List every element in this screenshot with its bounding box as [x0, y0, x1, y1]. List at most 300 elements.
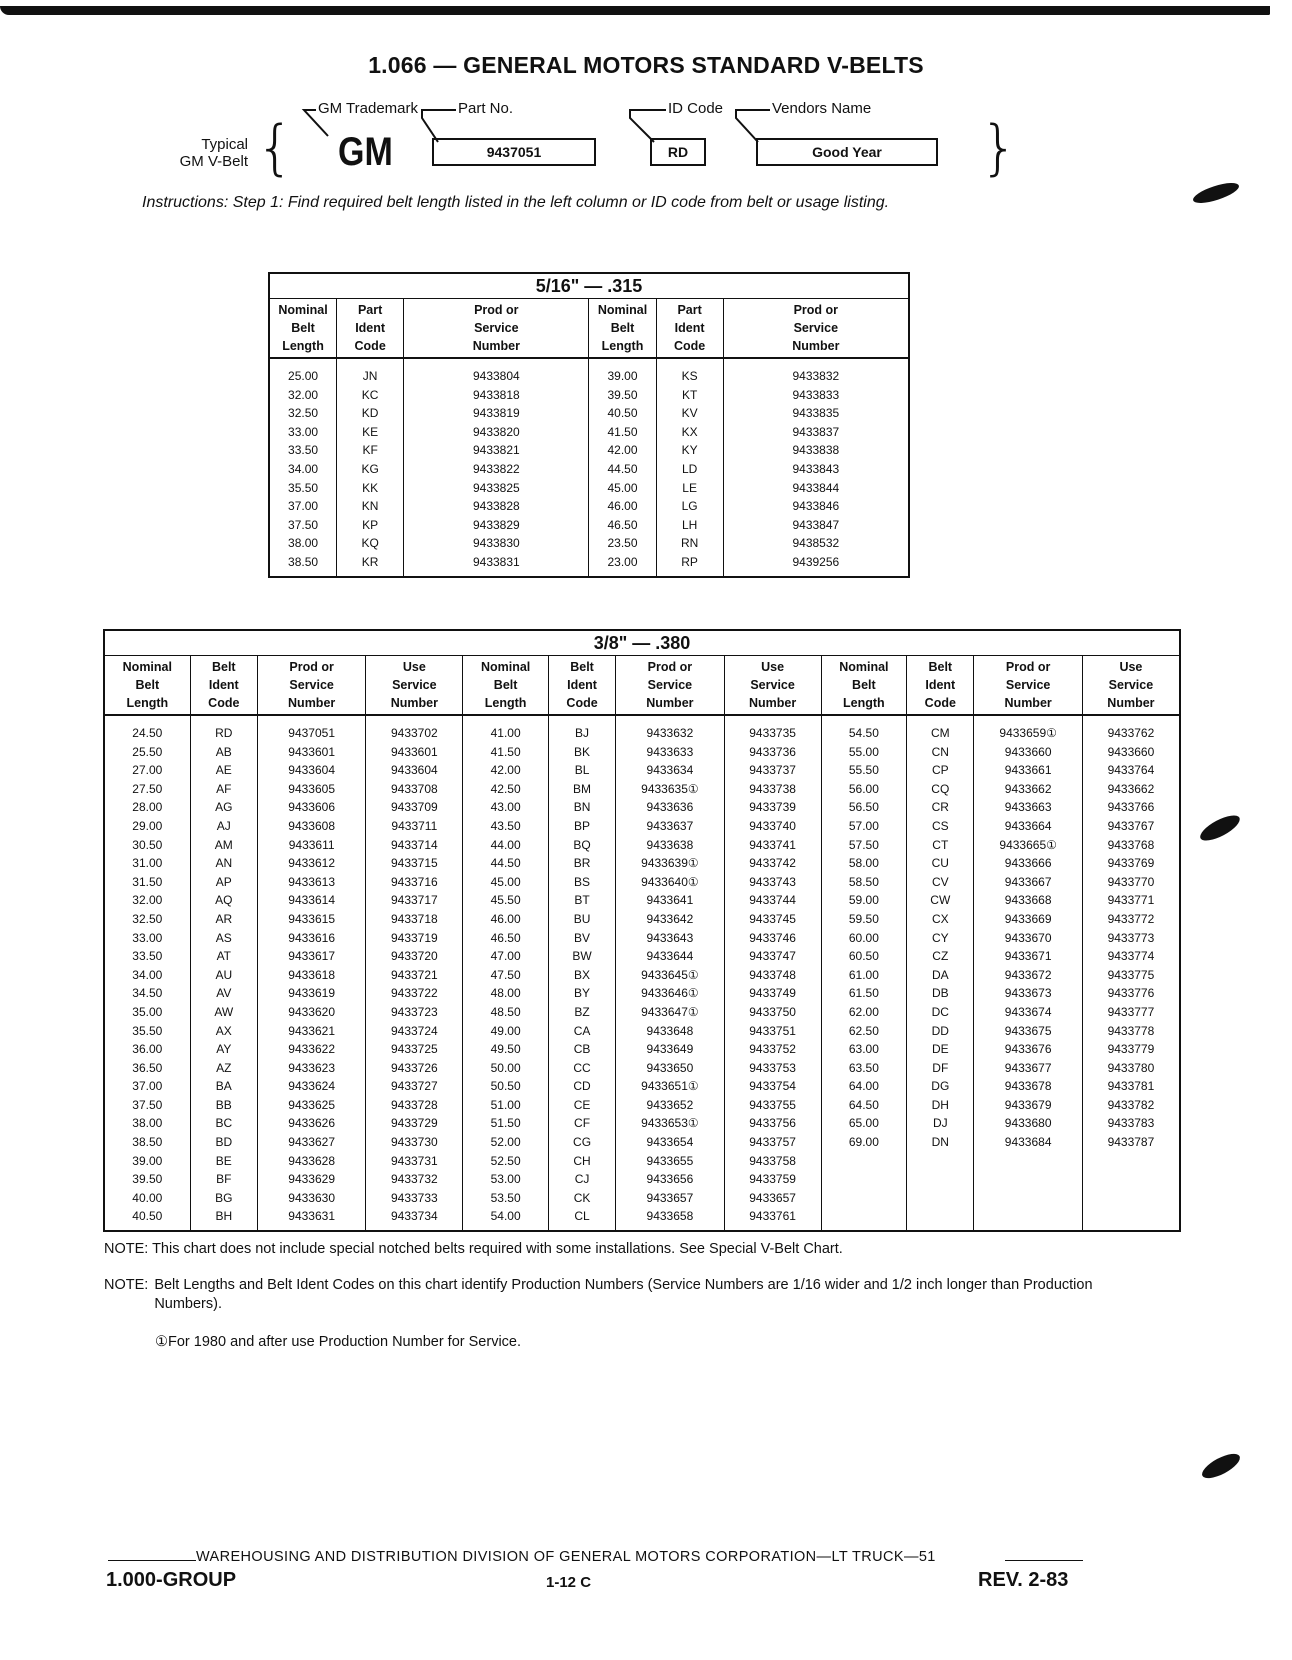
table-cell: 9433660 — [974, 743, 1082, 762]
table-cell: AF — [190, 780, 257, 799]
table-cell: 9433716 — [366, 873, 463, 892]
table-cell: AY — [190, 1040, 257, 1059]
table-cell: 9433822 — [404, 460, 589, 479]
footer-division: WAREHOUSING AND DISTRIBUTION DIVISION OF GENERAL MOTORS CORPORATION—LT TRUCK—51 — [196, 1549, 936, 1565]
table-cell: 9433649 — [616, 1040, 724, 1059]
table-cell: 9433741 — [724, 836, 821, 855]
table-cell: 9433725 — [366, 1040, 463, 1059]
column-header: Belt Ident Code — [548, 656, 615, 716]
table-cell: 9433666 — [974, 854, 1082, 873]
table-cell: 46.00 — [463, 910, 549, 929]
table-cell: 9433728 — [366, 1096, 463, 1115]
table-cell: 9433648 — [616, 1022, 724, 1041]
table-cell: 9433672 — [974, 966, 1082, 985]
table-cell: 45.00 — [589, 479, 656, 498]
table-cell: 54.00 — [463, 1207, 549, 1231]
column-header: Belt Ident Code — [907, 656, 974, 716]
table-row — [104, 1003, 1180, 1022]
table-cell: BY — [548, 984, 615, 1003]
footer-page-number: 1-12 C — [546, 1574, 592, 1591]
table-cell: 9433833 — [723, 386, 909, 405]
table-cell: AQ — [190, 891, 257, 910]
table-cell: 9433775 — [1082, 966, 1180, 985]
table-row — [269, 358, 909, 386]
table-cell: 59.50 — [821, 910, 907, 929]
table-cell: 9433628 — [257, 1152, 365, 1171]
table-cell: 9433758 — [724, 1152, 821, 1171]
table-cell: DH — [907, 1096, 974, 1115]
table-cell: 9433727 — [366, 1077, 463, 1096]
table-cell: 9433614 — [257, 891, 365, 910]
table-cell: CB — [548, 1040, 615, 1059]
table-cell: 31.00 — [104, 854, 190, 873]
table-cell: 58.50 — [821, 873, 907, 892]
table-cell: AN — [190, 854, 257, 873]
table-cell: 9433804 — [404, 358, 589, 386]
table-cell: 35.00 — [104, 1003, 190, 1022]
table-cell: 9433643 — [616, 929, 724, 948]
table-cell: KP — [337, 516, 404, 535]
table-cell: CA — [548, 1022, 615, 1041]
size-decimal: — .380 — [627, 633, 691, 653]
table-cell: AT — [190, 947, 257, 966]
table-cell: CF — [548, 1114, 615, 1133]
table-cell: 9433730 — [366, 1133, 463, 1152]
table-cell: 9433766 — [1082, 798, 1180, 817]
table-cell: 9433750 — [724, 1003, 821, 1022]
table-row — [269, 460, 909, 479]
table-cell: 55.00 — [821, 743, 907, 762]
table-cell: 9433779 — [1082, 1040, 1180, 1059]
table-row — [104, 966, 1180, 985]
table-cell: 9433656 — [616, 1170, 724, 1189]
table-cell: 9433641 — [616, 891, 724, 910]
table-cell: 9433748 — [724, 966, 821, 985]
belt-table-3-8 — [103, 629, 1181, 1232]
table-cell: BA — [190, 1077, 257, 1096]
table-cell: 9433677 — [974, 1059, 1082, 1078]
table-size-heading — [269, 273, 909, 299]
table-header-row — [104, 656, 1180, 716]
table-cell: 9433718 — [366, 910, 463, 929]
table-cell: CD — [548, 1077, 615, 1096]
footer-rule-right — [1005, 1560, 1083, 1561]
table-cell: LH — [656, 516, 723, 535]
table-cell: 48.50 — [463, 1003, 549, 1022]
note-prefix: NOTE: — [104, 1277, 149, 1293]
table-cell: DD — [907, 1022, 974, 1041]
table-cell: 9433662 — [974, 780, 1082, 799]
table-cell: KE — [337, 423, 404, 442]
table-cell: CX — [907, 910, 974, 929]
table-cell: 9433744 — [724, 891, 821, 910]
table-cell — [974, 1189, 1082, 1208]
table-cell: 9433732 — [366, 1170, 463, 1189]
column-header: Use Service Number — [724, 656, 821, 716]
table-cell: CJ — [548, 1170, 615, 1189]
table-cell: AB — [190, 743, 257, 762]
table-cell — [974, 1152, 1082, 1171]
table-cell: 9433653① — [616, 1114, 724, 1133]
table-cell: BH — [190, 1207, 257, 1231]
table-cell: 9433773 — [1082, 929, 1180, 948]
typical-label — [178, 136, 248, 170]
column-header: Prod or Service Number — [404, 299, 589, 359]
table-cell: AR — [190, 910, 257, 929]
table-cell: 9433658 — [616, 1207, 724, 1231]
table-cell: 9433762 — [1082, 715, 1180, 743]
table-cell: 25.50 — [104, 743, 190, 762]
table-cell: 44.50 — [463, 854, 549, 873]
table-cell: 9433781 — [1082, 1077, 1180, 1096]
table-cell: BK — [548, 743, 615, 762]
table-cell: 60.00 — [821, 929, 907, 948]
size-fraction: 5/16" — [535, 276, 580, 296]
table-row — [104, 1096, 1180, 1115]
table-cell: 9433623 — [257, 1059, 365, 1078]
table-cell: CZ — [907, 947, 974, 966]
table-cell: 27.50 — [104, 780, 190, 799]
column-header: Nominal Belt Length — [821, 656, 907, 716]
table-row — [269, 423, 909, 442]
table-header-row — [269, 299, 909, 359]
table-cell: BZ — [548, 1003, 615, 1022]
table-cell: 9433615 — [257, 910, 365, 929]
table-cell: CM — [907, 715, 974, 743]
part-no-label: Part No. — [458, 100, 514, 117]
table-cell: 9433668 — [974, 891, 1082, 910]
table-cell: 32.00 — [269, 386, 337, 405]
table-cell: AV — [190, 984, 257, 1003]
table-cell: 9433724 — [366, 1022, 463, 1041]
table-row — [269, 479, 909, 498]
table-cell: 9433719 — [366, 929, 463, 948]
table-cell: 41.50 — [463, 743, 549, 762]
table-cell: 34.00 — [104, 966, 190, 985]
table-cell: 38.50 — [269, 553, 337, 577]
table-cell: BX — [548, 966, 615, 985]
table-cell: BS — [548, 873, 615, 892]
table-row — [269, 404, 909, 423]
table-cell: 9433675 — [974, 1022, 1082, 1041]
table-cell: 9433737 — [724, 761, 821, 780]
table-cell: 63.00 — [821, 1040, 907, 1059]
table-cell: 9433830 — [404, 534, 589, 553]
table-cell: 9433608 — [257, 817, 365, 836]
table-cell: 60.50 — [821, 947, 907, 966]
table-cell: AP — [190, 873, 257, 892]
table-cell: BT — [548, 891, 615, 910]
table-cell: 9439256 — [723, 553, 909, 577]
table-cell: 9433717 — [366, 891, 463, 910]
table-cell: 9433665① — [974, 836, 1082, 855]
table-row — [104, 1152, 1180, 1171]
table-cell: 9433829 — [404, 516, 589, 535]
table-cell: 9433650 — [616, 1059, 724, 1078]
table-cell: 9433601 — [257, 743, 365, 762]
table-cell: CV — [907, 873, 974, 892]
scan-mark — [1199, 1449, 1244, 1483]
table-cell: 9433740 — [724, 817, 821, 836]
table-cell: 9433645① — [616, 966, 724, 985]
table-row — [104, 1059, 1180, 1078]
table-cell: 38.50 — [104, 1133, 190, 1152]
table-cell: 35.50 — [104, 1022, 190, 1041]
table-row — [104, 715, 1180, 743]
table-row — [104, 854, 1180, 873]
table-cell: 9433752 — [724, 1040, 821, 1059]
table-cell: KQ — [337, 534, 404, 553]
table-cell: 9433625 — [257, 1096, 365, 1115]
table-cell: 9433734 — [366, 1207, 463, 1231]
table-cell: 9433742 — [724, 854, 821, 873]
table-cell: 9433753 — [724, 1059, 821, 1078]
table-cell: 54.50 — [821, 715, 907, 743]
table-cell: 9433646① — [616, 984, 724, 1003]
table-cell: CN — [907, 743, 974, 762]
table-row — [269, 497, 909, 516]
table-cell: 9433708 — [366, 780, 463, 799]
table-cell: 46.50 — [463, 929, 549, 948]
table-cell: 9438532 — [723, 534, 909, 553]
table-cell: AZ — [190, 1059, 257, 1078]
table-cell: 9433626 — [257, 1114, 365, 1133]
table-cell: BL — [548, 761, 615, 780]
scan-mark — [1191, 179, 1241, 207]
table-cell: BV — [548, 929, 615, 948]
table-cell: 9433746 — [724, 929, 821, 948]
table-row — [269, 534, 909, 553]
id-code-label: ID Code — [668, 100, 724, 117]
table-cell: 47.50 — [463, 966, 549, 985]
table-cell — [821, 1207, 907, 1231]
table-cell: 64.50 — [821, 1096, 907, 1115]
table-cell: BU — [548, 910, 615, 929]
table-cell: 9433655 — [616, 1152, 724, 1171]
table-cell: 9433819 — [404, 404, 589, 423]
column-header: Prod or Service Number — [723, 299, 909, 359]
table-cell — [907, 1152, 974, 1171]
table-cell: 9433674 — [974, 1003, 1082, 1022]
table-cell: 9433709 — [366, 798, 463, 817]
table-cell: DC — [907, 1003, 974, 1022]
table-cell: 9433652 — [616, 1096, 724, 1115]
table-cell: 9433657 — [616, 1189, 724, 1208]
table-cell: 38.00 — [269, 534, 337, 553]
note-text: Belt Lengths and Belt Ident Codes on this chart identify Production Numbers (Service Numbers are 1/16 wider and 1/2 inch longer than Production Numbers). — [154, 1277, 1093, 1312]
table-cell: BF — [190, 1170, 257, 1189]
column-header: Use Service Number — [366, 656, 463, 716]
table-row — [104, 1077, 1180, 1096]
table-cell: 41.50 — [589, 423, 656, 442]
table-cell: BR — [548, 854, 615, 873]
table-cell: 9433837 — [723, 423, 909, 442]
table-cell: 55.50 — [821, 761, 907, 780]
table-cell: 27.00 — [104, 761, 190, 780]
table-cell: 43.00 — [463, 798, 549, 817]
table-cell: 37.00 — [269, 497, 337, 516]
table-cell: 9433767 — [1082, 817, 1180, 836]
table-cell: 9433756 — [724, 1114, 821, 1133]
table-cell: KK — [337, 479, 404, 498]
table-cell: 49.50 — [463, 1040, 549, 1059]
footer-group: 1.000-GROUP — [106, 1569, 237, 1591]
table-cell: 46.00 — [589, 497, 656, 516]
table-cell: 9433733 — [366, 1189, 463, 1208]
table-cell: 9433670 — [974, 929, 1082, 948]
table-cell: 33.00 — [104, 929, 190, 948]
table-cell — [1082, 1152, 1180, 1171]
table-cell: 9433620 — [257, 1003, 365, 1022]
table-cell: 51.00 — [463, 1096, 549, 1115]
table-cell: 9433673 — [974, 984, 1082, 1003]
footer-rule-left — [108, 1560, 196, 1561]
table-row — [104, 910, 1180, 929]
table-cell: 56.00 — [821, 780, 907, 799]
table-row — [104, 836, 1180, 855]
table-cell: 9433622 — [257, 1040, 365, 1059]
table-cell: 59.00 — [821, 891, 907, 910]
table-cell: 30.50 — [104, 836, 190, 855]
column-header: Prod or Service Number — [974, 656, 1082, 716]
table-cell: 24.50 — [104, 715, 190, 743]
table-cell: 63.50 — [821, 1059, 907, 1078]
table-cell: BJ — [548, 715, 615, 743]
table-cell: 9433757 — [724, 1133, 821, 1152]
table-cell: 40.50 — [589, 404, 656, 423]
table-cell: AG — [190, 798, 257, 817]
column-header: Nominal Belt Length — [589, 299, 656, 359]
table-cell: 9433787 — [1082, 1133, 1180, 1152]
table-cell: 9433624 — [257, 1077, 365, 1096]
table-row — [104, 984, 1180, 1003]
table-cell: 9433642 — [616, 910, 724, 929]
table-cell: 42.50 — [463, 780, 549, 799]
table-cell: 9433759 — [724, 1170, 821, 1189]
table-cell: RN — [656, 534, 723, 553]
table-cell: 39.50 — [104, 1170, 190, 1189]
table-cell: 40.50 — [104, 1207, 190, 1231]
table-cell: 9433847 — [723, 516, 909, 535]
table-cell: BG — [190, 1189, 257, 1208]
page-title: 1.066 — GENERAL MOTORS STANDARD V-BELTS — [368, 52, 924, 78]
table-cell: 9433723 — [366, 1003, 463, 1022]
table-cell: 9433832 — [723, 358, 909, 386]
table-cell: BN — [548, 798, 615, 817]
table-cell: 9433604 — [366, 761, 463, 780]
table-cell: 9433761 — [724, 1207, 821, 1231]
right-brace: } — [980, 113, 1019, 183]
size-decimal: — .315 — [579, 276, 643, 296]
table-cell: 9433770 — [1082, 873, 1180, 892]
table-cell: 25.00 — [269, 358, 337, 386]
table-cell: 28.00 — [104, 798, 190, 817]
table-cell: 29.00 — [104, 817, 190, 836]
table-cell: DG — [907, 1077, 974, 1096]
table-cell — [821, 1152, 907, 1171]
table-cell: KX — [656, 423, 723, 442]
table-cell: 9433783 — [1082, 1114, 1180, 1133]
table-cell: 9433820 — [404, 423, 589, 442]
table-cell: 69.00 — [821, 1133, 907, 1152]
table-cell: 44.00 — [463, 836, 549, 855]
table-cell: 9437051 — [257, 715, 365, 743]
column-header: Use Service Number — [1082, 656, 1180, 716]
table-cell: 45.00 — [463, 873, 549, 892]
vendors-name-label: Vendors Name — [772, 100, 872, 117]
table-cell: 9433657 — [724, 1189, 821, 1208]
table-row — [104, 743, 1180, 762]
table-row — [104, 1114, 1180, 1133]
table-row — [269, 386, 909, 405]
table-cell: CW — [907, 891, 974, 910]
table-cell: CC — [548, 1059, 615, 1078]
table-cell: 9433726 — [366, 1059, 463, 1078]
table-cell: 62.00 — [821, 1003, 907, 1022]
table-cell: 36.00 — [104, 1040, 190, 1059]
table-cell: 9433844 — [723, 479, 909, 498]
typical-label-line2: GM V-Belt — [179, 153, 248, 170]
table-cell: 9433618 — [257, 966, 365, 985]
table-cell: 23.00 — [589, 553, 656, 577]
table-cell: CK — [548, 1189, 615, 1208]
table-cell: LG — [656, 497, 723, 516]
left-brace: { — [256, 113, 295, 183]
table-cell: 9433617 — [257, 947, 365, 966]
table-cell: 9433738 — [724, 780, 821, 799]
table-cell: 9433777 — [1082, 1003, 1180, 1022]
column-header: Part Ident Code — [337, 299, 404, 359]
column-header: Nominal Belt Length — [463, 656, 549, 716]
table-cell: 9433667 — [974, 873, 1082, 892]
table-cell: 9433729 — [366, 1114, 463, 1133]
table-row — [269, 441, 909, 460]
table-cell: 34.50 — [104, 984, 190, 1003]
table-row — [104, 817, 1180, 836]
table-cell: 9433739 — [724, 798, 821, 817]
table-cell: 47.00 — [463, 947, 549, 966]
id-code-box: RD — [650, 138, 706, 166]
table-cell: AS — [190, 929, 257, 948]
table-cell: 62.50 — [821, 1022, 907, 1041]
table-cell: 52.00 — [463, 1133, 549, 1152]
table-cell: 9433664 — [974, 817, 1082, 836]
table-cell: 51.50 — [463, 1114, 549, 1133]
table-cell: 9433831 — [404, 553, 589, 577]
table-row — [104, 1022, 1180, 1041]
table-cell: 57.50 — [821, 836, 907, 855]
table-cell: 42.00 — [463, 761, 549, 780]
table-cell: 37.50 — [269, 516, 337, 535]
table-cell — [907, 1189, 974, 1208]
table-cell: 31.50 — [104, 873, 190, 892]
table-row — [104, 1133, 1180, 1152]
table-row — [269, 553, 909, 577]
note-special-belts: NOTE: This chart does not include special notched belts required with some installations. See Special V-Belt Chart. — [104, 1241, 843, 1257]
table-cell: 9433751 — [724, 1022, 821, 1041]
table-cell: 9433780 — [1082, 1059, 1180, 1078]
table-cell: BC — [190, 1114, 257, 1133]
column-header: Nominal Belt Length — [104, 656, 190, 716]
vendor-box: Good Year — [756, 138, 938, 166]
table-cell: 9433747 — [724, 947, 821, 966]
table-cell: 9433843 — [723, 460, 909, 479]
table-cell: BB — [190, 1096, 257, 1115]
table-cell: 9433818 — [404, 386, 589, 405]
table-cell: CH — [548, 1152, 615, 1171]
table-cell: KV — [656, 404, 723, 423]
table-cell: 53.00 — [463, 1170, 549, 1189]
